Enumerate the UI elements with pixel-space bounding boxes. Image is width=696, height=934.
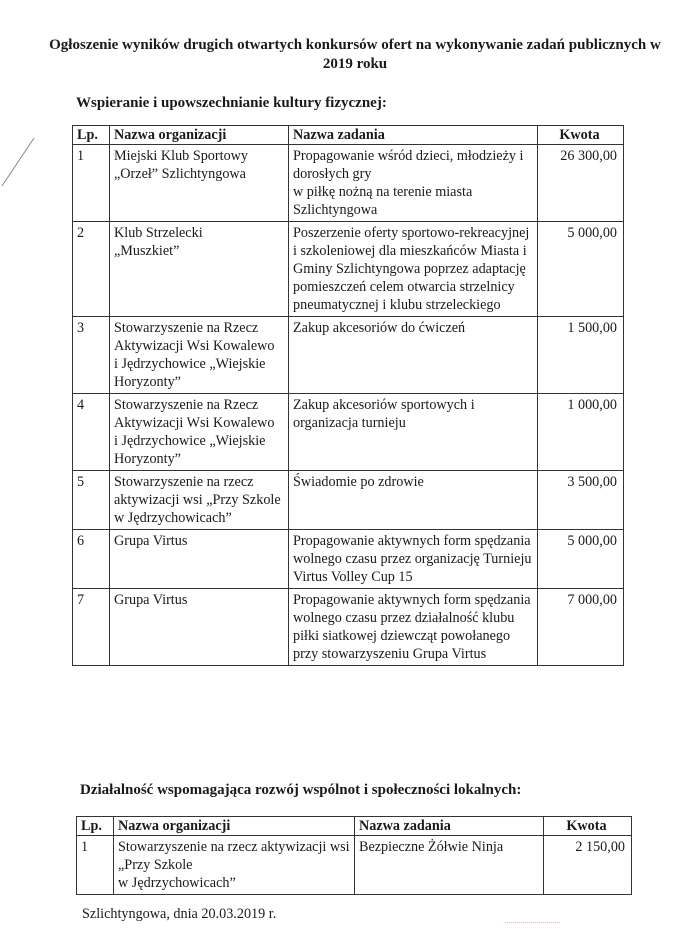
cell-organization: Stowarzyszenie na Rzecz Aktywizacji Wsi Kowalewo i Jędrzychowice „Wiejskie Horyzonty” bbox=[110, 317, 289, 394]
cell-amount: 1 000,00 bbox=[538, 394, 624, 471]
cell-organization: Grupa Virtus bbox=[110, 589, 289, 666]
header-amount: Kwota bbox=[538, 126, 624, 145]
cell-organization: Klub Strzelecki „Muszkiet” bbox=[110, 222, 289, 317]
cell-lp: 3 bbox=[73, 317, 110, 394]
cell-organization: Miejski Klub Sportowy „Orzeł” Szlichtyngowa bbox=[110, 145, 289, 222]
table-row bbox=[73, 530, 624, 589]
cell-organization: Stowarzyszenie na rzecz aktywizacji wsi „Przy Szkole w Jędrzychowicach” bbox=[114, 836, 355, 895]
section-title-physical-culture: Wspieranie i upowszechnianie kultury fizycznej: bbox=[76, 95, 387, 111]
table-header-row bbox=[77, 817, 632, 836]
cell-amount: 2 150,00 bbox=[544, 836, 632, 895]
table-row bbox=[73, 471, 624, 530]
cell-task: Propagowanie aktywnych form spędzania wolnego czasu przez organizację Turnieju Virtus Volley Cup 15 bbox=[289, 530, 538, 589]
cell-lp: 6 bbox=[73, 530, 110, 589]
cell-task: Propagowanie wśród dzieci, młodzieży i dorosłych gry w piłkę nożną na terenie miasta Szlichtyngowa bbox=[289, 145, 538, 222]
table-row bbox=[77, 836, 632, 895]
cell-organization: Stowarzyszenie na rzecz aktywizacji wsi „Przy Szkole w Jędrzychowicach” bbox=[110, 471, 289, 530]
table-row bbox=[73, 394, 624, 471]
cell-amount: 7 000,00 bbox=[538, 589, 624, 666]
table-row bbox=[73, 222, 624, 317]
header-organization: Nazwa organizacji bbox=[114, 817, 355, 836]
table-row bbox=[73, 589, 624, 666]
table-row bbox=[73, 145, 624, 222]
header-amount: Kwota bbox=[544, 817, 632, 836]
cell-amount: 1 500,00 bbox=[538, 317, 624, 394]
cell-lp: 7 bbox=[73, 589, 110, 666]
table-row bbox=[73, 317, 624, 394]
cell-lp: 1 bbox=[77, 836, 114, 895]
document-title: Ogłoszenie wyników drugich otwartych konkursów ofert na wykonywanie zadań publicznych w 2019 roku bbox=[49, 37, 661, 72]
cell-lp: 2 bbox=[73, 222, 110, 317]
cell-amount: 26 300,00 bbox=[538, 145, 624, 222]
results-table-local-communities bbox=[76, 816, 632, 895]
cell-amount: 5 000,00 bbox=[538, 530, 624, 589]
margin-pen-mark bbox=[0, 130, 40, 190]
header-task: Nazwa zadania bbox=[355, 817, 544, 836]
section-title-local-communities: Działalność wspomagająca rozwój wspólnot i społeczności lokalnych: bbox=[80, 782, 522, 798]
cell-task: Propagowanie aktywnych form spędzania wolnego czasu przez działalność klubu piłki siatkowej dziewcząt powołanego przy stowarzyszeniu Grupa Virtus bbox=[289, 589, 538, 666]
faint-stamp-mark bbox=[505, 922, 560, 929]
place-and-date: Szlichtyngowa, dnia 20.03.2019 r. bbox=[82, 906, 277, 922]
cell-organization: Stowarzyszenie na Rzecz Aktywizacji Wsi Kowalewo i Jędrzychowice „Wiejskie Horyzonty” bbox=[110, 394, 289, 471]
results-table-physical-culture bbox=[72, 125, 624, 666]
cell-organization: Grupa Virtus bbox=[110, 530, 289, 589]
header-organization: Nazwa organizacji bbox=[110, 126, 289, 145]
header-lp: Lp. bbox=[77, 817, 114, 836]
cell-task: Świadomie po zdrowie bbox=[289, 471, 538, 530]
cell-task: Zakup akcesoriów do ćwiczeń bbox=[289, 317, 538, 394]
cell-task: Bezpieczne Żółwie Ninja bbox=[355, 836, 544, 895]
header-lp: Lp. bbox=[73, 126, 110, 145]
header-task: Nazwa zadania bbox=[289, 126, 538, 145]
cell-amount: 5 000,00 bbox=[538, 222, 624, 317]
table-header-row bbox=[73, 126, 624, 145]
cell-task: Zakup akcesoriów sportowych i organizacja turnieju bbox=[289, 394, 538, 471]
cell-lp: 4 bbox=[73, 394, 110, 471]
cell-lp: 1 bbox=[73, 145, 110, 222]
cell-task: Poszerzenie oferty sportowo-rekreacyjnej i szkoleniowej dla mieszkańców Miasta i Gminy Szlichtyngowa poprzez adaptację pomieszczeń celem otwarcia strzelnicy pneumatycznej i klubu strzeleckiego bbox=[289, 222, 538, 317]
cell-amount: 3 500,00 bbox=[538, 471, 624, 530]
cell-lp: 5 bbox=[73, 471, 110, 530]
